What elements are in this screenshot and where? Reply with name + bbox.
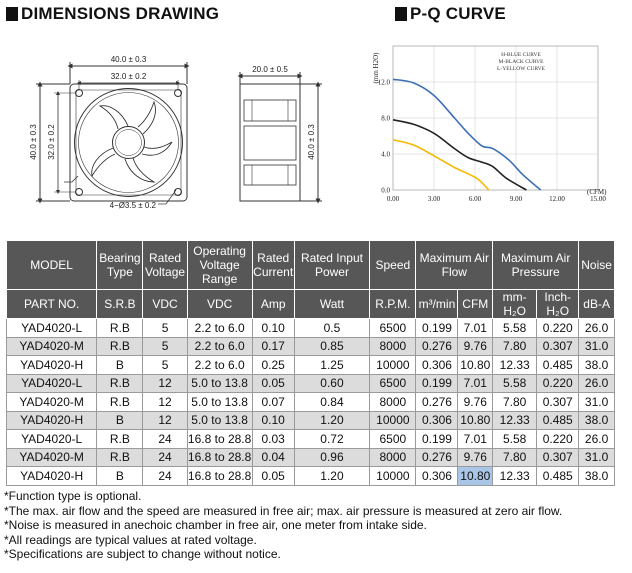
table-row bbox=[7, 467, 615, 486]
col-rated-current: Rated Current bbox=[252, 241, 294, 290]
col-speed: Speed bbox=[370, 241, 416, 290]
table-row bbox=[7, 430, 615, 449]
pq-title-text: P-Q CURVE bbox=[410, 4, 506, 23]
dimensions-title-text: DIMENSIONS DRAWING bbox=[21, 4, 220, 23]
table-cell: 12.33 bbox=[493, 467, 537, 486]
table-cell: 0.485 bbox=[537, 467, 579, 486]
table-cell: R.B bbox=[97, 393, 143, 412]
table-cell: R.B bbox=[97, 319, 143, 338]
table-cell: 0.485 bbox=[537, 356, 579, 375]
table-cell: 0.220 bbox=[537, 430, 579, 449]
table-cell: 0.199 bbox=[416, 374, 458, 393]
col-rated-power: Rated Input Power bbox=[294, 241, 370, 290]
table-cell: 0.307 bbox=[537, 393, 579, 412]
table-cell: YAD4020-M bbox=[7, 337, 97, 356]
col-model: MODEL bbox=[7, 241, 97, 290]
fan-dimensions-drawing bbox=[0, 26, 360, 236]
table-cell: R.B bbox=[97, 448, 143, 467]
fan-blades bbox=[92, 102, 172, 182]
table-cell: 2.2 to 6.0 bbox=[187, 319, 252, 338]
fan-hub bbox=[113, 127, 145, 159]
table-cell: YAD4020-H bbox=[7, 467, 97, 486]
unit-dba: dB-A bbox=[579, 290, 615, 319]
x-tick-label: 15.00 bbox=[590, 195, 606, 203]
unit-vdc: VDC bbox=[143, 290, 187, 319]
legend-black: M-BLACK CURVE bbox=[498, 59, 544, 65]
table-cell: 0.199 bbox=[416, 319, 458, 338]
table-cell: 5 bbox=[143, 337, 187, 356]
table-cell: R.B bbox=[97, 337, 143, 356]
table-cell: 2.2 to 6.0 bbox=[187, 337, 252, 356]
table-cell: 2.2 to 6.0 bbox=[187, 356, 252, 375]
table-cell: 8000 bbox=[370, 393, 416, 412]
table-cell: 12 bbox=[143, 393, 187, 412]
table-cell: 9.76 bbox=[458, 337, 493, 356]
table-cell: 0.60 bbox=[294, 374, 370, 393]
table-cell: R.B bbox=[97, 430, 143, 449]
table-cell: 24 bbox=[143, 448, 187, 467]
table-cell: 0.276 bbox=[416, 337, 458, 356]
table-cell: 0.85 bbox=[294, 337, 370, 356]
table-cell: 10.80 bbox=[458, 356, 493, 375]
pq-curve-title bbox=[395, 4, 506, 24]
table-row bbox=[7, 374, 615, 393]
table-cell: 10000 bbox=[370, 356, 416, 375]
legend-blue: H-BLUE CURVE bbox=[501, 52, 541, 58]
title-square-icon bbox=[6, 7, 18, 21]
table-row bbox=[7, 356, 615, 375]
table-cell: 38.0 bbox=[579, 411, 615, 430]
table-cell: 6500 bbox=[370, 430, 416, 449]
width-outer-label: 40.0 ± 0.3 bbox=[110, 55, 147, 64]
table-cell: 0.72 bbox=[294, 430, 370, 449]
table-cell: 9.76 bbox=[458, 448, 493, 467]
table-cell: YAD4020-M bbox=[7, 393, 97, 412]
table-cell: 12 bbox=[143, 374, 187, 393]
table-header-row-1 bbox=[7, 241, 615, 290]
chart-legend bbox=[497, 52, 546, 72]
table-cell: YAD4020-H bbox=[7, 411, 97, 430]
table-row bbox=[7, 337, 615, 356]
table-cell: 0.03 bbox=[252, 430, 294, 449]
col-max-pressure: Maximum Air Pressure bbox=[493, 241, 579, 290]
table-cell: 8000 bbox=[370, 448, 416, 467]
table-cell: 31.0 bbox=[579, 393, 615, 412]
table-header-row-2 bbox=[7, 290, 615, 319]
table-cell: 5.0 to 13.8 bbox=[187, 374, 252, 393]
x-tick-label: 6.00 bbox=[468, 195, 482, 203]
unit-watt: Watt bbox=[294, 290, 370, 319]
fan-side-view bbox=[240, 84, 300, 201]
table-cell: 1.20 bbox=[294, 411, 370, 430]
table-cell: 5.58 bbox=[493, 319, 537, 338]
table-cell: 5.58 bbox=[493, 430, 537, 449]
table-cell: YAD4020-H bbox=[7, 356, 97, 375]
unit-inchh2o: Inch-H₂O bbox=[537, 290, 579, 319]
table-cell: YAD4020-L bbox=[7, 430, 97, 449]
table-cell: 10.80 bbox=[458, 411, 493, 430]
table-cell: 6500 bbox=[370, 319, 416, 338]
pq-curve-chart bbox=[365, 26, 632, 236]
table-cell: 38.0 bbox=[579, 356, 615, 375]
table-cell: 5.0 to 13.8 bbox=[187, 393, 252, 412]
table-row bbox=[7, 448, 615, 467]
table-cell: 0.306 bbox=[416, 467, 458, 486]
table-cell: 16.8 to 28.8 bbox=[187, 448, 252, 467]
table-cell: B bbox=[97, 356, 143, 375]
table-cell: 0.306 bbox=[416, 356, 458, 375]
table-cell: YAD4020-M bbox=[7, 448, 97, 467]
table-cell: 38.0 bbox=[579, 467, 615, 486]
table-cell: 0.10 bbox=[252, 411, 294, 430]
table-cell: 12 bbox=[143, 411, 187, 430]
x-tick-label: 0.00 bbox=[386, 195, 400, 203]
unit-mmh2o: mm-H₂O bbox=[493, 290, 537, 319]
table-cell: 7.80 bbox=[493, 393, 537, 412]
title-square-icon bbox=[395, 7, 407, 21]
table-cell: 0.25 bbox=[252, 356, 294, 375]
table-cell: YAD4020-L bbox=[7, 319, 97, 338]
table-cell: 1.20 bbox=[294, 467, 370, 486]
table-cell: 0.276 bbox=[416, 393, 458, 412]
table-cell: 26.0 bbox=[579, 319, 615, 338]
table-cell: 5 bbox=[143, 319, 187, 338]
unit-m3min: m³/min bbox=[416, 290, 458, 319]
note: *Noise is measured in anechoic chamber in free air, one meter from intake side. bbox=[4, 518, 427, 532]
y-tick-label: 4.0 bbox=[381, 150, 390, 159]
table-cell: 26.0 bbox=[579, 374, 615, 393]
table-cell: 5 bbox=[143, 356, 187, 375]
table-cell: 7.80 bbox=[493, 337, 537, 356]
table-cell: 0.07 bbox=[252, 393, 294, 412]
y-tick-label: 8.0 bbox=[381, 114, 390, 123]
table-cell: 9.76 bbox=[458, 393, 493, 412]
table-cell: 0.05 bbox=[252, 374, 294, 393]
unit-amp: Amp bbox=[252, 290, 294, 319]
table-cell: 31.0 bbox=[579, 448, 615, 467]
table-cell: B bbox=[97, 411, 143, 430]
table-cell: B bbox=[97, 467, 143, 486]
note: *All readings are typical values at rated voltage. bbox=[4, 532, 257, 547]
table-cell: 0.96 bbox=[294, 448, 370, 467]
unit-part-no: PART NO. bbox=[7, 290, 97, 319]
fan-frame-outline bbox=[70, 84, 187, 201]
table-cell: 7.01 bbox=[458, 430, 493, 449]
width-inner-label: 32.0 ± 0.2 bbox=[110, 72, 147, 81]
col-operating-voltage: Operating Voltage Range bbox=[187, 241, 252, 290]
col-noise: Noise bbox=[579, 241, 615, 290]
table-cell: 0.5 bbox=[294, 319, 370, 338]
table-cell: 0.04 bbox=[252, 448, 294, 467]
table-cell: 24 bbox=[143, 467, 187, 486]
side-height-label: 40.0 ± 0.3 bbox=[307, 124, 316, 160]
table-cell: 16.8 to 28.8 bbox=[187, 430, 252, 449]
x-tick-label: 12.00 bbox=[549, 195, 565, 203]
table-cell: 5.0 to 13.8 bbox=[187, 411, 252, 430]
table-cell: 24 bbox=[143, 430, 187, 449]
table-cell: 31.0 bbox=[579, 337, 615, 356]
table-cell: 10000 bbox=[370, 411, 416, 430]
table-cell: R.B bbox=[97, 374, 143, 393]
table-cell: 6500 bbox=[370, 374, 416, 393]
table-row bbox=[7, 411, 615, 430]
table-cell: 0.276 bbox=[416, 448, 458, 467]
note: *Function type is optional. bbox=[4, 489, 142, 503]
col-bearing: Bearing Type bbox=[97, 241, 143, 290]
table-row bbox=[7, 393, 615, 412]
x-tick-label: 3.00 bbox=[427, 195, 441, 203]
mount-hole bbox=[76, 90, 83, 97]
table-cell: 0.84 bbox=[294, 393, 370, 412]
table-cell: 10000 bbox=[370, 467, 416, 486]
mount-hole bbox=[175, 90, 182, 97]
col-rated-voltage: Rated Voltage bbox=[143, 241, 187, 290]
mount-hole bbox=[76, 189, 83, 196]
note: *The max. air flow and the speed are measured in free air; max. air pressure is measured at zero air flow. bbox=[4, 503, 563, 518]
table-cell: 12.33 bbox=[493, 356, 537, 375]
table-cell: 8000 bbox=[370, 337, 416, 356]
table-cell: 0.05 bbox=[252, 467, 294, 486]
x-axis-label: (CFM) bbox=[587, 188, 607, 196]
y-tick-label: 12.0 bbox=[377, 78, 390, 87]
table-cell: 0.220 bbox=[537, 374, 579, 393]
table-cell: 0.10 bbox=[252, 319, 294, 338]
table-cell: 0.17 bbox=[252, 337, 294, 356]
table-cell: 0.220 bbox=[537, 319, 579, 338]
table-cell: 26.0 bbox=[579, 430, 615, 449]
table-cell: 5.58 bbox=[493, 374, 537, 393]
height-outer-label: 40.0 ± 0.3 bbox=[29, 124, 38, 160]
table-cell: 0.306 bbox=[416, 411, 458, 430]
table-row bbox=[7, 319, 615, 338]
fan-housing-circle bbox=[75, 89, 183, 197]
dimensions-drawing-title bbox=[6, 4, 219, 24]
table-cell: 0.199 bbox=[416, 430, 458, 449]
table-cell: 1.25 bbox=[294, 356, 370, 375]
unit-cfm: CFM bbox=[458, 290, 493, 319]
unit-rpm: R.P.M. bbox=[370, 290, 416, 319]
mount-hole bbox=[175, 189, 182, 196]
x-tick-label: 9.00 bbox=[509, 195, 523, 203]
table-cell: 0.485 bbox=[537, 411, 579, 430]
table-cell: 7.01 bbox=[458, 374, 493, 393]
table-cell: 10.80 bbox=[458, 467, 493, 486]
table-cell: 7.80 bbox=[493, 448, 537, 467]
note: *Specifications are subject to change without notice. bbox=[4, 547, 281, 561]
y-axis-label: (mm H2O) bbox=[372, 52, 380, 84]
table-cell: 0.307 bbox=[537, 337, 579, 356]
table-cell: 16.8 to 28.8 bbox=[187, 467, 252, 486]
hole-label: 4−Ø3.5 ± 0.2 bbox=[109, 201, 156, 210]
unit-vdc-range: VDC bbox=[187, 290, 252, 319]
depth-label: 20.0 ± 0.5 bbox=[252, 65, 288, 74]
spec-table bbox=[6, 240, 615, 486]
height-inner-label: 32.0 ± 0.2 bbox=[47, 124, 56, 160]
y-tick-label: 0.0 bbox=[381, 186, 390, 195]
table-cell: YAD4020-L bbox=[7, 374, 97, 393]
table-cell: 0.307 bbox=[537, 448, 579, 467]
legend-yellow: L-YELLOW CURVE bbox=[497, 66, 545, 72]
table-cell: 12.33 bbox=[493, 411, 537, 430]
col-max-airflow: Maximum Air Flow bbox=[416, 241, 493, 290]
table-cell: 7.01 bbox=[458, 319, 493, 338]
footnotes bbox=[4, 489, 562, 562]
unit-srb: S.R.B bbox=[97, 290, 143, 319]
